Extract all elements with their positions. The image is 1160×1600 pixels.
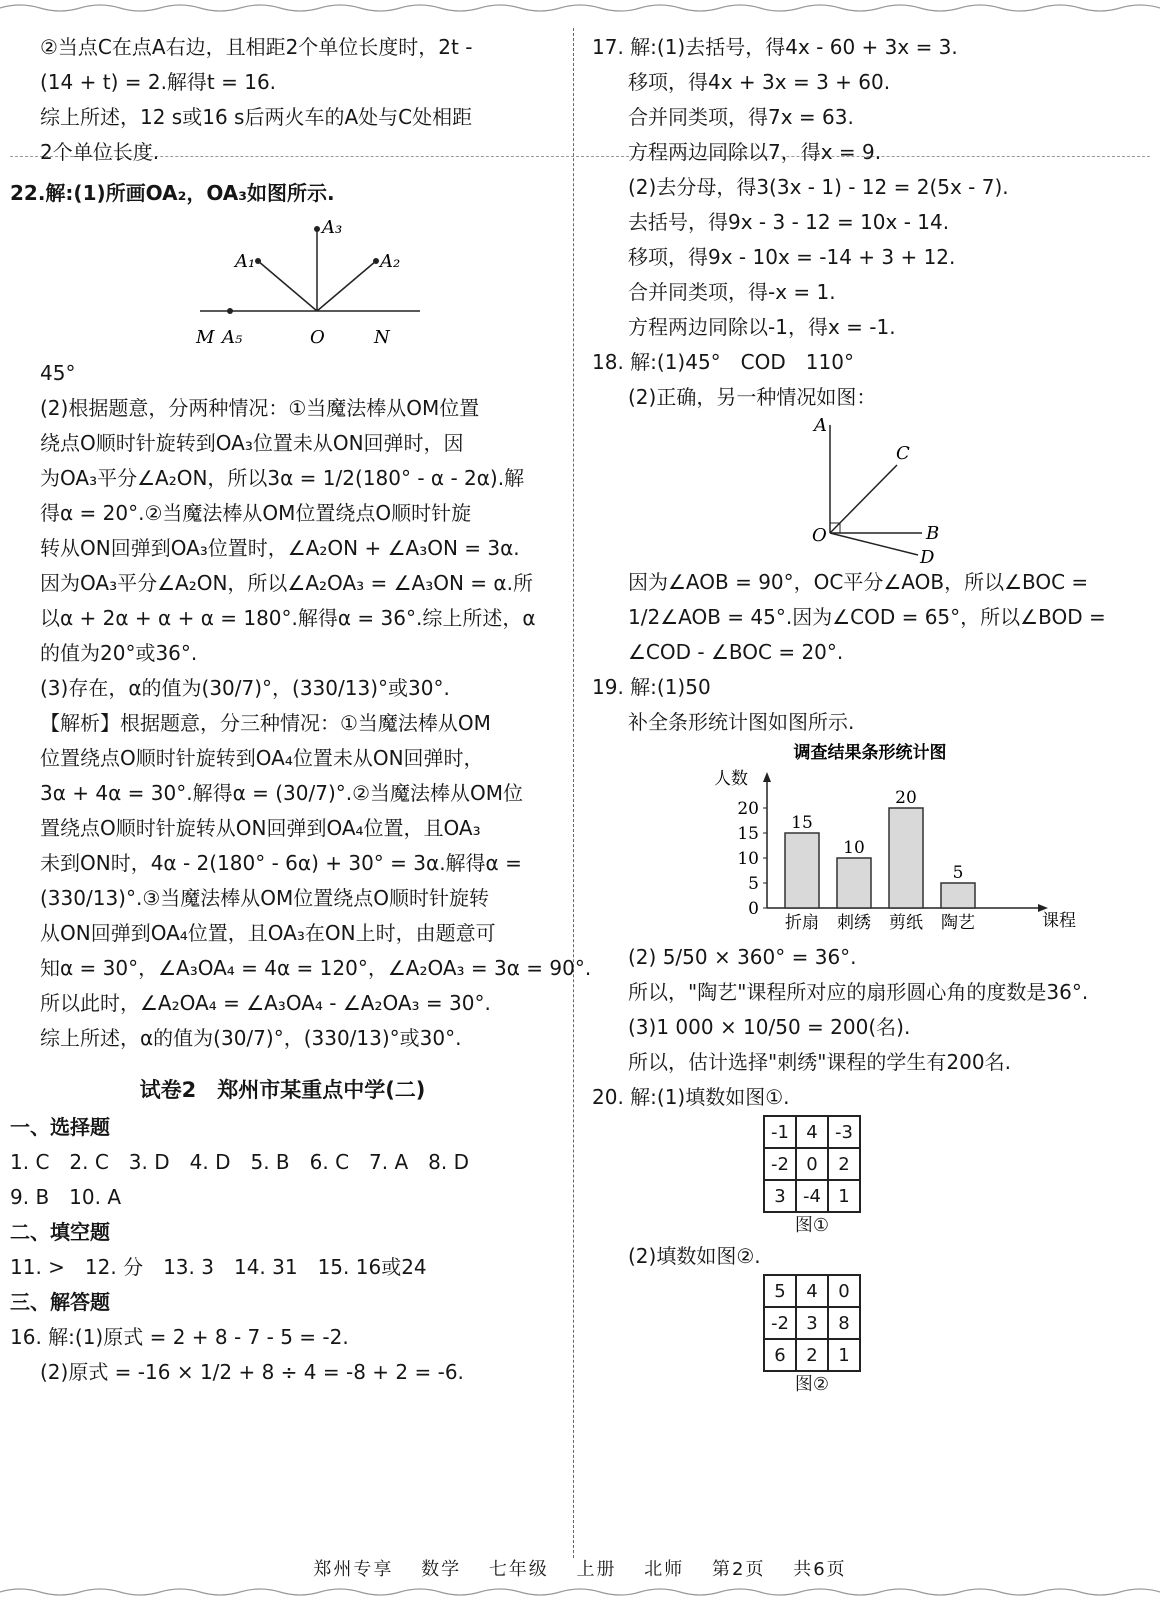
footer-region: 郑州专享 <box>313 1559 394 1580</box>
category-label: 陶艺 <box>941 913 975 933</box>
chart-title: 调查结果条形统计图 <box>793 743 947 763</box>
text-line: 因为OA₃平分∠A₂ON，所以∠A₂OA₃ = ∠A₃ON = α.所 <box>40 571 533 595</box>
grid-cell: 8 <box>828 1307 860 1339</box>
grid-2-caption: 图② <box>794 1374 830 1395</box>
grid-cell: 3 <box>764 1180 796 1212</box>
figure-22 <box>10 211 555 356</box>
grid-cell: -4 <box>796 1180 828 1212</box>
grid-cell: 0 <box>796 1148 828 1180</box>
grid-cell: 3 <box>796 1307 828 1339</box>
category-label: 折扇 <box>785 913 819 933</box>
text-line: 综上所述，12 s或16 s后两火车的A处与C处相距 <box>40 105 473 129</box>
text-line: (3)存在，α的值为(30/7)°，(330/13)°或30°. <box>40 676 450 700</box>
grid-cell: 4 <box>796 1116 828 1148</box>
text-line: 绕点O顺时针旋转到OA₃位置未从ON回弹时，因 <box>40 431 464 455</box>
grid-1-caption: 图① <box>794 1215 830 1236</box>
grid-cell: -1 <box>764 1116 796 1148</box>
section-heading: 一、选择题 <box>10 1115 110 1139</box>
label-B: B <box>926 523 940 544</box>
footer-term: 上册 <box>576 1559 617 1580</box>
bar <box>837 858 871 908</box>
text-line: (2) 5/50 × 360° = 36°. <box>628 945 857 969</box>
text-line: 20. 解:(1)填数如图①. <box>592 1085 790 1109</box>
bottom-border-wave <box>0 1586 1160 1598</box>
section-heading: 二、填空题 <box>10 1220 110 1244</box>
label-O: O <box>812 525 827 546</box>
text-line: ②当点C在点A右边，且相距2个单位长度时，2t - <box>40 35 473 59</box>
label-O: O <box>310 327 325 348</box>
grid-cell: 1 <box>828 1339 860 1371</box>
column-divider <box>573 28 574 1558</box>
text-line: 综上所述，α的值为(30/7)°，(330/13)°或30°. <box>40 1026 462 1050</box>
text-line: 所以，估计选择"刺绣"课程的学生有200名. <box>628 1050 1011 1074</box>
text-line: (2)去分母，得3(3x - 1) - 12 = 2(5x - 7). <box>628 175 1009 199</box>
footer-page: 第2页 <box>712 1559 766 1580</box>
text-line: 的值为20°或36°. <box>40 641 198 665</box>
grid-cell: 4 <box>796 1275 828 1307</box>
grid-cell: 1 <box>828 1180 860 1212</box>
grid-cell: -2 <box>764 1307 796 1339</box>
text-line: 去括号，得9x - 3 - 12 = 10x - 14. <box>628 210 950 234</box>
section-heading: 三、解答题 <box>10 1290 110 1314</box>
label-A1: A₁ <box>235 251 256 272</box>
question-22-heading: 22.解:(1)所画OA₂，OA₃如图所示. <box>10 181 335 205</box>
right-column <box>592 30 1148 1398</box>
text-line: (330/13)°.③当魔法棒从OM位置绕点O顺时针旋转 <box>40 886 489 910</box>
text-line: 3α + 4α = 30°.解得α = (30/7)°.②当魔法棒从OM位 <box>40 781 524 805</box>
text-line: 16. 解:(1)原式 = 2 + 8 - 7 - 5 = -2. <box>10 1325 349 1349</box>
grid-cell: 5 <box>764 1275 796 1307</box>
text-line: 方程两边同除以7，得x = 9. <box>628 140 882 164</box>
bar-chart-svg <box>592 740 1148 940</box>
label-A3: A₃ <box>322 217 343 238</box>
text-line: 因为∠AOB = 90°，OC平分∠AOB，所以∠BOC = <box>628 570 1089 594</box>
text-line: (2)根据题意，分两种情况：①当魔法棒从OM位置 <box>40 396 480 420</box>
grid-cell: -3 <box>828 1116 860 1148</box>
left-column <box>10 30 592 1390</box>
bar-value-label: 20 <box>895 788 917 808</box>
grid-1 <box>762 1115 862 1239</box>
text-line: 19. 解:(1)50 <box>592 675 711 699</box>
label-A5: A₅ <box>222 327 243 348</box>
grid-cell: 2 <box>796 1339 828 1371</box>
label-C: C <box>896 443 910 464</box>
text-line: 以α + 2α + α + α = 180°.解得α = 36°.综上所述，α <box>40 606 536 630</box>
y-tick-label: 10 <box>737 849 759 869</box>
text-line: 得α = 20°.②当魔法棒从OM位置绕点O顺时针旋 <box>40 501 472 525</box>
footer-subject: 数学 <box>421 1559 462 1580</box>
page-footer <box>0 1555 1160 1581</box>
text-line: 18. 解:(1)45° COD 110° <box>592 350 854 374</box>
text-line: ∠COD - ∠BOC = 20°. <box>628 640 844 664</box>
text-line: 2个单位长度. <box>40 140 160 164</box>
angle-diagram-22 <box>10 211 555 356</box>
text-line: 9. B 10. A <box>10 1185 122 1209</box>
grid-cell: 2 <box>828 1148 860 1180</box>
text-line: 1. C 2. C 3. D 4. D 5. B 6. C 7. A 8. D <box>10 1150 470 1174</box>
text-line: 11. > 12. 分 13. 3 14. 31 15. 16或24 <box>10 1255 427 1279</box>
y-tick-label: 5 <box>748 874 759 894</box>
grid-cell: -2 <box>764 1148 796 1180</box>
question-22-body <box>10 391 592 1056</box>
label-M: M <box>196 327 215 348</box>
text-line: 17. 解:(1)去括号，得4x - 60 + 3x = 3. <box>592 35 958 59</box>
text-line: 置绕点O顺时针旋转从ON回弹到OA₄位置，且OA₃ <box>40 816 481 840</box>
text-line: 转从ON回弹到OA₃位置时，∠A₂ON + ∠A₃ON = 3α. <box>40 536 520 560</box>
y-tick-label: 15 <box>737 824 759 844</box>
y-tick-label: 20 <box>737 799 759 819</box>
number-grid-2 <box>763 1274 861 1372</box>
y-axis-arrow <box>763 772 771 782</box>
bar-value-label: 15 <box>791 813 813 833</box>
footer-grade: 七年级 <box>488 1559 549 1580</box>
category-label: 剪纸 <box>889 913 923 933</box>
text-line: 所以，"陶艺"课程所对应的扇形圆心角的度数是36°. <box>628 980 1089 1004</box>
text-line: 补全条形统计图如图所示. <box>628 710 855 734</box>
footer-total: 共6页 <box>793 1559 847 1580</box>
text-line: (2)正确，另一种情况如图： <box>628 385 877 409</box>
label-A: A <box>814 415 827 436</box>
label-A2: A₂ <box>380 251 401 272</box>
bar-value-label: 5 <box>952 863 964 883</box>
text-line: 所以此时，∠A₂OA₄ = ∠A₃OA₄ - ∠A₂OA₃ = 30°. <box>40 991 491 1015</box>
figure-18 <box>592 415 1148 565</box>
grid-cell: 0 <box>828 1275 860 1307</box>
number-grid-1 <box>763 1115 861 1213</box>
text-line: (2)填数如图②. <box>628 1244 761 1268</box>
text-line: 合并同类项，得7x = 63. <box>628 105 854 129</box>
chart-ylabel: 人数 <box>714 769 748 789</box>
label-N: N <box>374 327 390 348</box>
bar <box>785 833 819 908</box>
text-line: 合并同类项，得-x = 1. <box>628 280 836 304</box>
answer-45: 45° <box>40 361 76 385</box>
text-line: 移项，得4x + 3x = 3 + 60. <box>628 70 891 94</box>
grid-cell: 6 <box>764 1339 796 1371</box>
text-line: 知α = 30°，∠A₃OA₄ = 4α = 120°，∠A₂OA₃ = 3α = 90°. <box>40 956 592 980</box>
label-D: D <box>920 547 935 565</box>
footer-edition: 北师 <box>644 1559 685 1580</box>
text-line: 未到ON时，4α - 2(180° - 6α) + 30° = 3α.解得α = <box>40 851 522 875</box>
text-line: (14 + t) = 2.解得t = 16. <box>40 70 277 94</box>
text-line: 为OA₃平分∠A₂ON，所以3α = 1/2(180° - α - 2α).解 <box>40 466 525 490</box>
text-line: 方程两边同除以-1，得x = -1. <box>628 315 896 339</box>
angle-diagram-18 <box>592 415 1148 565</box>
section-title: 试卷2 郑州市某重点中学(二) <box>139 1078 426 1102</box>
top-border-wave <box>0 2 1160 14</box>
text-line: 移项，得9x - 10x = -14 + 3 + 12. <box>628 245 956 269</box>
bar-chart <box>592 740 1148 940</box>
bar-value-label: 10 <box>843 838 865 858</box>
y-tick-label: 0 <box>748 899 759 919</box>
category-label: 刺绣 <box>837 913 871 933</box>
chart-xlabel: 课程 <box>1042 911 1076 931</box>
text-line: 【解析】根据题意，分三种情况：①当魔法棒从OM <box>40 711 491 735</box>
text-line: (2)原式 = -16 × 1/2 + 8 ÷ 4 = -8 + 2 = -6. <box>40 1360 464 1384</box>
bar <box>889 808 923 908</box>
text-line: (3)1 000 × 10/50 = 200(名). <box>628 1015 911 1039</box>
grid-2 <box>762 1274 862 1398</box>
text-line: 1/2∠AOB = 45°.因为∠COD = 65°，所以∠BOD = <box>628 605 1106 629</box>
bar <box>941 883 975 908</box>
text-line: 从ON回弹到OA₄位置，且OA₃在ON上时，由题意可 <box>40 921 496 945</box>
text-line: 位置绕点O顺时针旋转到OA₄位置未从ON回弹时， <box>40 746 484 770</box>
